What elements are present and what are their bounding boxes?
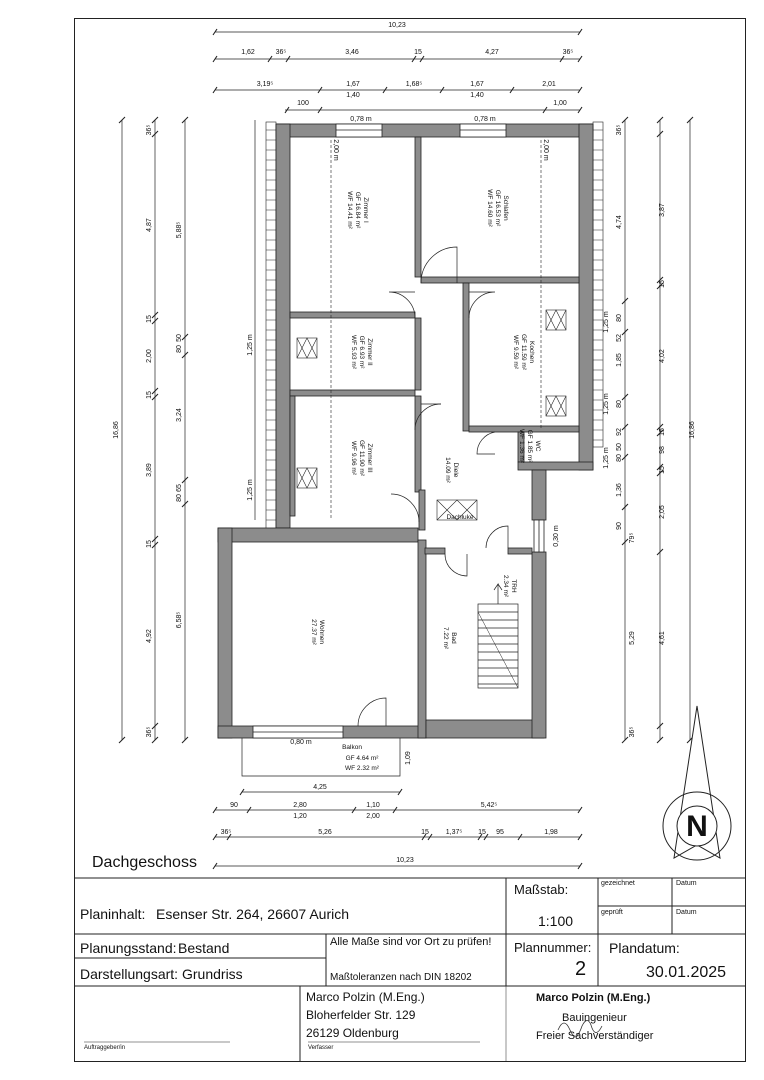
dimension-label: 52 — [616, 334, 623, 342]
dimension-label: 15 — [659, 466, 666, 474]
verfasser-street: Bloherfelder Str. 129 — [306, 1008, 416, 1022]
dimension-label: 3,24 — [176, 408, 183, 422]
dimension-label: 1,10 — [366, 802, 380, 809]
room-name-zimmer1: Zimmer I — [362, 197, 369, 223]
darstellungsart-label: Darstellungsart: — [80, 966, 179, 982]
dimension-label: 2,00 — [146, 349, 153, 363]
dimension-label: 27.37 m² — [310, 619, 317, 645]
dimension-label: 1,25 m — [603, 311, 610, 333]
dimension-label: WF 1.36 m² — [518, 429, 525, 463]
dimension-label: WF 5.93 m² — [350, 335, 357, 369]
geprueft-label: geprüft — [601, 909, 623, 916]
room-name-balkon: Balkon — [342, 744, 362, 751]
dimension-label: 2,80 — [293, 802, 307, 809]
dimension-label: 3,46 — [345, 49, 359, 56]
dimension-label: 10,23 — [388, 22, 406, 29]
auftraggeber-label: Auftraggeber/in — [84, 1045, 126, 1051]
room-name-trh: TRH — [510, 579, 517, 593]
dimension-label: 80 — [616, 454, 623, 462]
dimension-label: 36⁵ — [629, 726, 636, 738]
dimension-label: 0,78 m — [474, 116, 496, 123]
stamp-subtitle: Freier Sachverständiger — [536, 1030, 654, 1042]
room-name-zimmer3: Zimmer III — [366, 443, 373, 473]
dimension-label: WF 14.41 m² — [346, 191, 353, 229]
dachluke-label: Dachluke — [446, 514, 474, 521]
dimension-label: 0,30 m — [553, 525, 560, 547]
dimension-label: 1,09 — [405, 751, 412, 765]
room-name-diele: Diele — [452, 462, 459, 478]
dimension-label: 1,62 — [241, 49, 255, 56]
massstab-label: Maßstab: — [514, 882, 569, 897]
dimension-label: 0,78 m — [350, 116, 372, 123]
dimension-label: 2,01 — [542, 81, 556, 88]
dimension-label: 36⁵ — [616, 124, 623, 136]
dimension-label: GF 16.53 m² — [494, 189, 501, 227]
room-name-wc: WC — [534, 440, 541, 452]
dimension-label: 15 — [659, 280, 666, 288]
dimension-label: 1,25 m — [247, 479, 254, 501]
dimension-label: 80 — [176, 494, 183, 502]
stamp-title: Bauingenieur — [562, 1012, 627, 1024]
dimension-label: 4,25 — [313, 784, 327, 791]
dimension-label: 1,85 — [616, 353, 623, 367]
planinhalt-value: Esenser Str. 264, 26607 Aurich — [156, 906, 350, 922]
dimension-label: 1,25 m — [603, 447, 610, 469]
dimension-label: 15 — [421, 829, 429, 836]
dimension-label: GF 16.84 m² — [354, 191, 361, 229]
note-tolerances: Maßtoleranzen nach DIN 18202 — [330, 972, 472, 983]
dimension-label: 3,89 — [146, 463, 153, 477]
dimension-label: 3,87 — [659, 203, 666, 217]
dimension-label: 16,86 — [689, 421, 696, 439]
dimension-label: 80 — [616, 314, 623, 322]
dimension-label: 2,05 — [659, 505, 666, 519]
plandatum-value: 30.01.2025 — [646, 964, 727, 981]
dimension-label: 15 — [146, 315, 153, 323]
dimension-label: 4,02 — [659, 349, 666, 363]
dimension-label: 1,36 — [616, 483, 623, 497]
dimension-label: WF 9.59 m² — [512, 335, 519, 369]
note-measure-check: Alle Maße sind vor Ort zu prüfen! — [330, 936, 492, 948]
dimension-label: 15 — [146, 540, 153, 548]
dimension-label: 80 — [616, 400, 623, 408]
dimension-texts — [241, 22, 573, 123]
stamp-name: Marco Polzin (M.Eng.) — [536, 992, 651, 1004]
dimension-label: 2,00 m — [542, 139, 549, 161]
dimension-label: 4,87 — [146, 218, 153, 232]
plandatum-label: Plandatum: — [609, 940, 680, 956]
dimension-label: 98 — [659, 446, 666, 454]
dimension-label: 36⁵ — [275, 49, 287, 56]
dimension-label: GF 6.93 m² — [358, 335, 365, 369]
dimension-label: 50 — [616, 443, 623, 451]
dimension-label: WF 2.32 m² — [345, 765, 379, 772]
dimension-label: 36⁵ — [220, 829, 232, 836]
datum-label-2: Datum — [676, 909, 697, 916]
dimension-label: 65 — [176, 484, 183, 492]
dimension-label: 36⁵ — [562, 49, 574, 56]
gezeichnet-label: gezeichnet — [601, 880, 635, 887]
dimension-label: 1,67 — [346, 81, 360, 88]
dimension-label: 36⁵ — [146, 726, 153, 738]
dimension-label: GF 1.85 m² — [526, 429, 533, 463]
floor-title: Dachgeschoss — [92, 854, 197, 871]
dimension-label: 15 — [414, 49, 422, 56]
dimension-label: 2,00 — [366, 813, 380, 820]
dimension-label: 1,25 m — [603, 393, 610, 415]
darstellungsart-value: Grundriss — [182, 966, 243, 982]
dimension-label: 14.09 m² — [444, 457, 451, 483]
dimension-label: 79⁵ — [629, 532, 636, 544]
dimension-label: 4,27 — [485, 49, 499, 56]
dimension-label: 1,20 — [293, 813, 307, 820]
dimension-label: 1,67 — [470, 81, 484, 88]
dimension-label: 4,92 — [146, 629, 153, 643]
dimension-label: GF 11.90 m² — [358, 439, 365, 477]
room-name-zimmer2: Zimmer II — [366, 338, 373, 366]
dimension-label: 7.22 m² — [442, 626, 449, 650]
dimension-label: 92 — [616, 428, 623, 436]
dimension-label: 5,26 — [318, 829, 332, 836]
room-name-bad: Bad — [450, 632, 457, 644]
dimension-label: 16,86 — [113, 421, 120, 439]
massstab-value: 1:100 — [538, 913, 574, 929]
dimension-label: WF 9.96 m² — [350, 441, 357, 475]
plannummer-value: 2 — [575, 958, 587, 980]
verfasser-city: 26129 Oldenburg — [306, 1026, 399, 1040]
plannummer-label: Plannummer: — [514, 940, 592, 955]
dimension-label: 4,61 — [659, 631, 666, 645]
dimension-label: WF 14.60 m² — [486, 189, 493, 227]
room-name-wohnen: Wohnen — [318, 619, 325, 645]
dimension-label: 4,74 — [616, 215, 623, 229]
planinhalt-label: Planinhalt: — [80, 906, 146, 922]
dimension-label: 10,23 — [396, 857, 414, 864]
dimension-label: 2.34 m² — [502, 574, 509, 598]
dimension-label: 3,19⁵ — [256, 81, 274, 88]
dimension-label: 15 — [659, 428, 666, 436]
datum-label-1: Datum — [676, 880, 697, 887]
verfasser-name: Marco Polzin (M.Eng.) — [306, 990, 425, 1004]
dimension-label: 36⁵ — [146, 124, 153, 136]
dimension-label: 2,00 m — [332, 139, 339, 161]
dimension-label: 5,42⁵ — [480, 802, 498, 809]
verfasser-label: Verfasser — [308, 1045, 334, 1051]
planungsstand-value: Bestand — [178, 940, 230, 956]
dimension-label: 90 — [616, 522, 623, 530]
dimension-label: 6,58⁵ — [176, 611, 183, 629]
dimension-label: 5,29 — [629, 631, 636, 645]
room-name-schlafen: Schlafen — [502, 195, 509, 221]
dimension-label: 95 — [496, 829, 504, 836]
dimension-label: 50 — [176, 334, 183, 342]
stairs — [478, 584, 518, 688]
dimension-label: GF 4.64 m² — [345, 755, 379, 762]
dimension-label: 15 — [146, 391, 153, 399]
dimension-label: 1,40 — [470, 92, 484, 99]
north-letter: N — [686, 810, 708, 843]
dimension-label: 1,98 — [544, 829, 558, 836]
dimension-label: GF 11.59 m² — [520, 333, 527, 371]
dimension-label: 1,25 m — [247, 334, 254, 356]
dimension-label: 5,88⁵ — [176, 221, 183, 239]
dimension-label: 100 — [297, 100, 309, 107]
dimension-label: 1,00 — [553, 100, 567, 107]
planungsstand-label: Planungsstand: — [80, 940, 177, 956]
dimension-label: 1,68⁵ — [405, 81, 423, 88]
dimension-label: 90 — [230, 802, 238, 809]
dimension-label: 80 — [176, 345, 183, 353]
dimension-label: 1,37⁵ — [445, 829, 463, 836]
dimension-label: 15 — [478, 829, 486, 836]
room-name-kochen: Kochen — [528, 340, 535, 364]
dimension-label: 0,80 m — [290, 739, 312, 746]
dimension-label: 1,40 — [346, 92, 360, 99]
